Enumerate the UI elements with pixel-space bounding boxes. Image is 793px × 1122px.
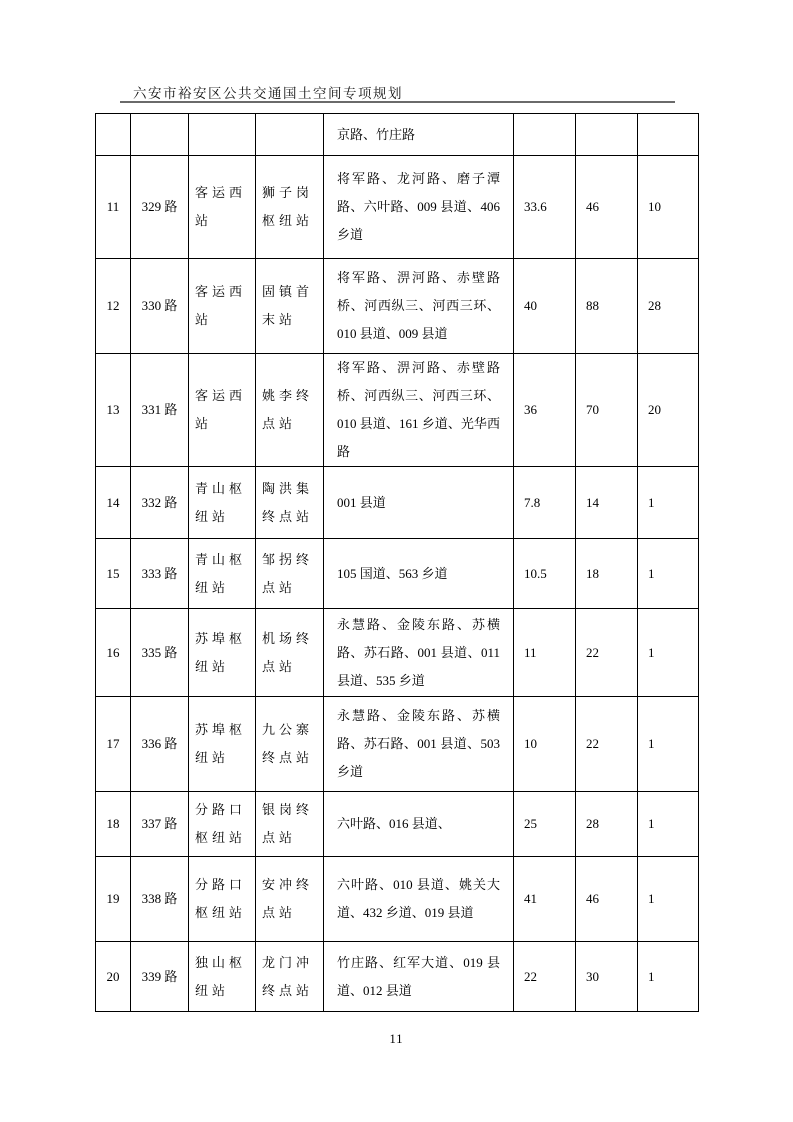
cell-route: 335 路 [131,609,189,697]
cell-route: 330 路 [131,259,189,354]
cell-index: 19 [96,857,131,942]
cell-value-2: 46 [576,156,638,259]
table-row [96,467,699,539]
cell-roads: 永慧路、金陵东路、苏横路、苏石路、001 县道、503 乡道 [324,697,514,792]
bus-route-table [95,113,699,1012]
cell-start-station: 苏埠枢纽站 [189,697,256,792]
cell-value-2: 22 [576,609,638,697]
cell-value-1: 10.5 [514,539,576,609]
cell-start-station: 青山枢纽站 [189,467,256,539]
cell-start-station: 青山枢纽站 [189,539,256,609]
cell-index: 13 [96,354,131,467]
cell-route: 339 路 [131,942,189,1012]
cell-start-station: 客运西站 [189,259,256,354]
cell-value-2: 28 [576,792,638,857]
cell-roads: 六叶路、010 县道、姚关大道、432 乡道、019 县道 [324,857,514,942]
cell-value-2: 18 [576,539,638,609]
cell-end-station: 机场终点站 [256,609,324,697]
cell-value-3: 1 [638,792,699,857]
cell-value-3: 28 [638,259,699,354]
cell-value-3: 1 [638,539,699,609]
cell-roads: 永慧路、金陵东路、苏横路、苏石路、001 县道、011 县道、535 乡道 [324,609,514,697]
cell-start-station: 分路口枢纽站 [189,792,256,857]
cell-roads: 将军路、淠河路、赤壁路桥、河西纵三、河西三环、010 县道、161 乡道、光华西路 [324,354,514,467]
cell-value-1: 10 [514,697,576,792]
cell-end-station [256,114,324,156]
cell-index: 15 [96,539,131,609]
cell-start-station: 苏埠枢纽站 [189,609,256,697]
header-divider [120,101,675,103]
cell-roads: 京路、竹庄路 [324,114,514,156]
table-row [96,156,699,259]
cell-route: 329 路 [131,156,189,259]
cell-index: 12 [96,259,131,354]
cell-end-station: 姚李终点站 [256,354,324,467]
cell-index [96,114,131,156]
cell-value-1: 7.8 [514,467,576,539]
cell-value-2: 22 [576,697,638,792]
cell-value-2: 70 [576,354,638,467]
table-row [96,609,699,697]
table-row [96,792,699,857]
cell-route: 333 路 [131,539,189,609]
cell-end-station: 固镇首末站 [256,259,324,354]
cell-value-3: 1 [638,857,699,942]
cell-route: 332 路 [131,467,189,539]
cell-index: 17 [96,697,131,792]
table-row [96,259,699,354]
cell-route [131,114,189,156]
table-row [96,942,699,1012]
cell-index: 20 [96,942,131,1012]
cell-roads: 105 国道、563 乡道 [324,539,514,609]
cell-index: 16 [96,609,131,697]
page-number: 11 [389,1032,404,1046]
cell-route: 338 路 [131,857,189,942]
cell-value-2: 14 [576,467,638,539]
cell-roads: 将军路、淠河路、赤壁路桥、河西纵三、河西三环、010 县道、009 县道 [324,259,514,354]
cell-start-station: 客运西站 [189,354,256,467]
cell-roads: 竹庄路、红军大道、019 县道、012 县道 [324,942,514,1012]
cell-end-station: 龙门冲终点站 [256,942,324,1012]
cell-value-1: 11 [514,609,576,697]
cell-end-station: 安冲终点站 [256,857,324,942]
cell-end-station: 陶洪集终点站 [256,467,324,539]
page-header-title: 六安市裕安区公共交通国土空间专项规划 [133,86,403,101]
cell-value-3: 1 [638,467,699,539]
table-row [96,539,699,609]
cell-start-station: 客运西站 [189,156,256,259]
cell-value-1: 41 [514,857,576,942]
cell-index: 11 [96,156,131,259]
cell-end-station: 邹拐终点站 [256,539,324,609]
cell-route: 331 路 [131,354,189,467]
cell-value-2 [576,114,638,156]
cell-start-station: 分路口枢纽站 [189,857,256,942]
cell-value-3: 10 [638,156,699,259]
cell-roads: 将军路、龙河路、磨子潭路、六叶路、009 县道、406 乡道 [324,156,514,259]
table-row [96,354,699,467]
cell-value-3: 1 [638,942,699,1012]
cell-value-3 [638,114,699,156]
cell-roads: 六叶路、016 县道、 [324,792,514,857]
cell-end-station: 九公寨终点站 [256,697,324,792]
cell-roads: 001 县道 [324,467,514,539]
cell-value-1: 22 [514,942,576,1012]
cell-end-station: 狮子岗枢纽站 [256,156,324,259]
table-row [96,857,699,942]
cell-value-1 [514,114,576,156]
table-row [96,697,699,792]
cell-route: 336 路 [131,697,189,792]
cell-start-station [189,114,256,156]
cell-value-1: 33.6 [514,156,576,259]
cell-end-station: 银岗终点站 [256,792,324,857]
cell-value-2: 46 [576,857,638,942]
cell-index: 18 [96,792,131,857]
table-row-continuation [96,114,699,156]
cell-value-2: 30 [576,942,638,1012]
cell-value-3: 20 [638,354,699,467]
cell-value-1: 25 [514,792,576,857]
cell-route: 337 路 [131,792,189,857]
cell-value-3: 1 [638,609,699,697]
cell-value-1: 36 [514,354,576,467]
cell-start-station: 独山枢纽站 [189,942,256,1012]
cell-value-2: 88 [576,259,638,354]
cell-value-3: 1 [638,697,699,792]
cell-value-1: 40 [514,259,576,354]
cell-index: 14 [96,467,131,539]
